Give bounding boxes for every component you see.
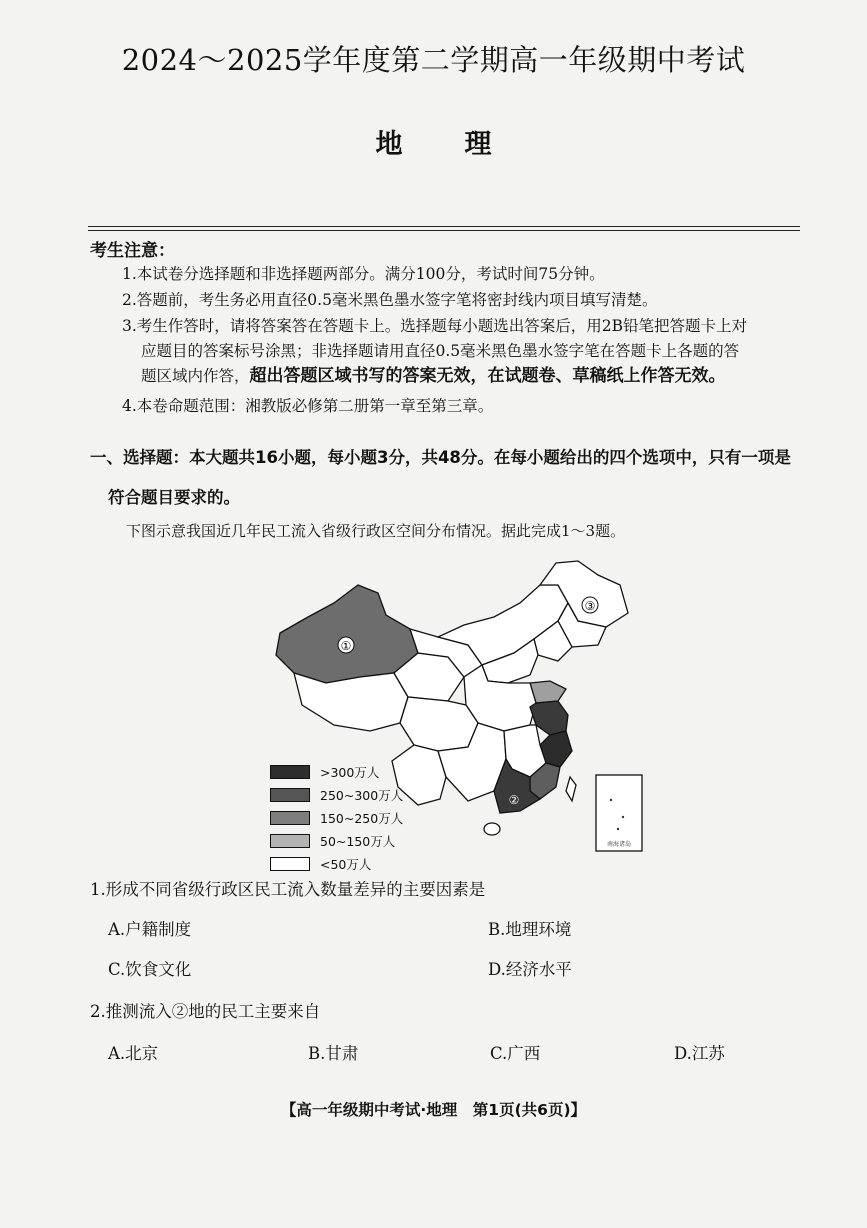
marker-3: ③ <box>584 599 596 613</box>
legend-swatch <box>270 788 310 802</box>
page-footer: 【高一年级期中考试·地理 第1页(共6页)】 <box>280 1101 587 1119</box>
legend-swatch <box>270 834 310 848</box>
notice-item-3: 3.考生作答时，请将答案答在答题卡上。选择题每小题选出答案后，用2B铅笔把答题卡上对 <box>122 317 748 335</box>
legend-swatch <box>270 765 310 779</box>
q2-option-d: D.江苏 <box>674 1044 725 1063</box>
legend-label: 50~150万人 <box>320 834 396 849</box>
q1-option-b: B.地理环境 <box>488 920 572 939</box>
region-xinjiang <box>276 585 418 683</box>
exam-title: 2024～2025学年度第二学期高一年级期中考试 <box>121 43 746 77</box>
q1-option-a: A.户籍制度 <box>108 920 192 939</box>
section-heading-cont: 符合题目要求的。 <box>108 488 240 507</box>
legend-label: >300万人 <box>320 765 380 780</box>
notice-heading: 考生注意： <box>90 241 175 261</box>
region-tibet <box>294 673 408 731</box>
region-taiwan <box>566 777 576 801</box>
legend-swatch <box>270 811 310 825</box>
legend-item <box>268 785 404 805</box>
south-china-sea-inset <box>596 775 642 851</box>
q1-option-c: C.饮食文化 <box>108 960 192 979</box>
notice-item-3-cont: 应题目的答案标号涂黑；非选择题请用直径0.5毫米黑色墨水签字笔在答题卡上各题的答 <box>141 342 740 360</box>
header-divider-2 <box>88 230 800 231</box>
legend-item <box>268 808 404 828</box>
legend-swatch <box>270 857 310 871</box>
legend-item <box>268 762 398 782</box>
legend-label: 150~250万人 <box>320 811 404 826</box>
question-2-stem: 2.推测流入②地的民工主要来自 <box>90 1002 321 1021</box>
q1-option-d: D.经济水平 <box>488 960 572 979</box>
q2-option-a: A.北京 <box>108 1044 159 1063</box>
region-hainan <box>484 823 500 835</box>
notice-item-2: 2.答题前，考生务必用直径0.5毫米黑色墨水签字笔将密封线内项目填写清楚。 <box>122 291 658 309</box>
notice-emphasis: 超出答题区域书写的答案无效，在试题卷、草稿纸上作答无效。 <box>249 366 726 386</box>
question-1-stem: 1.形成不同省级行政区民工流入数量差异的主要因素是 <box>90 880 486 899</box>
marker-1: ① <box>340 639 352 653</box>
q2-option-c: C.广西 <box>490 1044 541 1063</box>
section-heading: 一、选择题：本大题共16小题，每小题3分，共48分。在每小题给出的四个选项中，只有一项是 <box>90 448 791 467</box>
legend-item <box>268 831 398 851</box>
header-divider <box>88 226 800 227</box>
notice-item-4: 4.本卷命题范围：湘教版必修第二册第一章至第三章。 <box>122 397 494 415</box>
legend-label: 250~300万人 <box>320 788 404 803</box>
legend-label: <50万人 <box>320 857 372 872</box>
inset-label: 南海诸岛 <box>606 841 632 848</box>
marker-2: ② <box>508 793 520 807</box>
region-sichuan <box>400 697 478 751</box>
notice-item-3-end <box>141 366 726 386</box>
legend-item <box>268 854 398 874</box>
subject-title: 地理 <box>375 129 554 160</box>
notice-item-1: 1.本试卷分选择题和非选择题两部分。满分100分，考试时间75分钟。 <box>122 265 605 283</box>
notice-item-3-tail: 题区域内作答， <box>141 367 250 385</box>
question-intro: 下图示意我国近几年民工流入省级行政区空间分布情况。据此完成1～3题。 <box>126 522 626 540</box>
q2-option-b: B.甘肃 <box>308 1044 359 1063</box>
